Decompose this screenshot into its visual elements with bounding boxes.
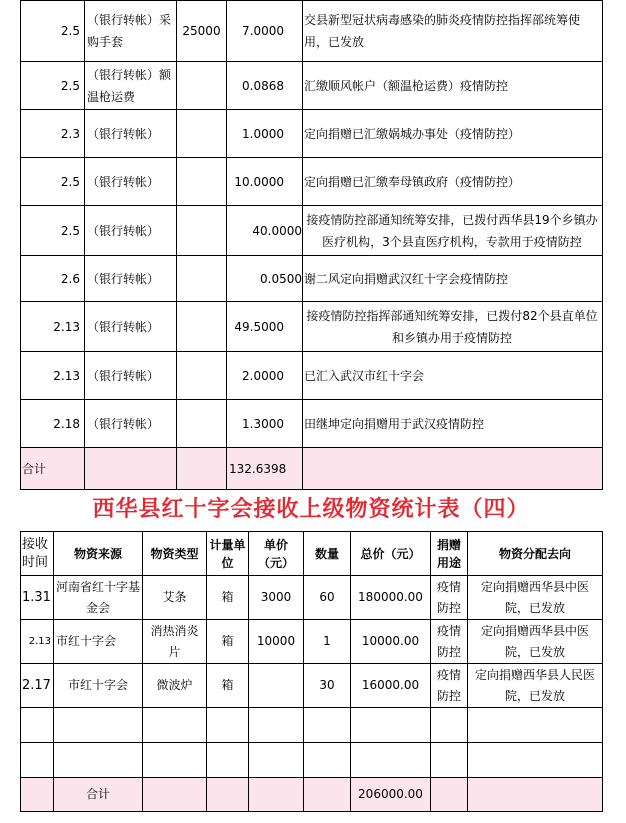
empty-cell xyxy=(303,448,603,490)
unit-cell: 箱 xyxy=(207,576,249,620)
empty-cell xyxy=(85,448,177,490)
source-cell: 河南省红十字基金会 xyxy=(54,576,143,620)
table-row xyxy=(21,400,603,448)
date-cell: 2.5 xyxy=(21,158,85,206)
price-cell: 10000 xyxy=(249,620,304,664)
total-cell: 180000.00 xyxy=(351,576,431,620)
quantity-cell xyxy=(177,302,227,352)
empty-cell xyxy=(143,708,207,743)
header-date: 接收时间 xyxy=(21,532,54,576)
note-cell: 交县新型冠状病毒感染的肺炎疫情防控指挥部统筹使用，已发放 xyxy=(303,1,603,62)
source-cell: （银行转帐） xyxy=(85,400,177,448)
quantity-cell: 25000 xyxy=(177,1,227,62)
quantity-cell xyxy=(177,256,227,302)
total-cell: 10000.00 xyxy=(351,620,431,664)
empty-cell xyxy=(207,708,249,743)
empty-cell xyxy=(21,743,54,778)
amount-cell: 49.5000 xyxy=(227,302,303,352)
table-row xyxy=(21,110,603,158)
empty-cell xyxy=(304,778,351,812)
total-row xyxy=(21,448,603,490)
empty-cell xyxy=(431,743,468,778)
empty-cell xyxy=(54,743,143,778)
date-cell: 2.13 xyxy=(21,302,85,352)
amount-cell: 0.0500 xyxy=(227,256,303,302)
source-cell: （银行转帐） xyxy=(85,256,177,302)
amount-cell: 1.3000 xyxy=(227,400,303,448)
empty-cell xyxy=(143,743,207,778)
source-cell: （银行转帐） xyxy=(85,158,177,206)
total-label: 合计 xyxy=(54,778,143,812)
date-cell: 2.13 xyxy=(21,352,85,400)
note-cell: 接疫情防控部通知统筹安排，已拨付西华县19个乡镇办医疗机构，3个县直医疗机构，专款用于疫情防控 xyxy=(303,206,603,256)
empty-cell xyxy=(431,778,468,812)
empty-cell xyxy=(304,708,351,743)
empty-cell xyxy=(468,778,603,812)
destination-cell: 定向捐赠西华县人民医院，已发放 xyxy=(468,664,603,708)
table-row xyxy=(21,743,603,778)
header-qty: 数量 xyxy=(304,532,351,576)
date-cell: 2.5 xyxy=(21,62,85,110)
quantity-cell xyxy=(177,62,227,110)
total-row xyxy=(21,778,603,812)
source-cell: （银行转帐） xyxy=(85,110,177,158)
note-cell: 接疫情防控指挥部通知统筹安排，已拨付82个县直单位和乡镇办用于疫情防控 xyxy=(303,302,603,352)
date-cell: 1.31 xyxy=(21,576,54,620)
header-row xyxy=(21,532,603,576)
date-cell: 2.5 xyxy=(21,1,85,62)
type-cell: 艾条 xyxy=(143,576,207,620)
empty-cell xyxy=(304,743,351,778)
purpose-cell: 疫情防控 xyxy=(431,664,468,708)
table-row xyxy=(21,302,603,352)
table-row xyxy=(21,62,603,110)
empty-cell xyxy=(468,708,603,743)
amount-cell: 1.0000 xyxy=(227,110,303,158)
empty-cell xyxy=(431,708,468,743)
note-cell: 已汇入武汉市红十字会 xyxy=(303,352,603,400)
amount-cell: 40.0000 xyxy=(227,206,303,256)
destination-cell: 定向捐赠西华县中医院，已发放 xyxy=(468,576,603,620)
date-cell: 2.5 xyxy=(21,206,85,256)
empty-cell xyxy=(54,708,143,743)
date-cell: 2.18 xyxy=(21,400,85,448)
date-cell: 2.17 xyxy=(21,664,54,708)
amount-cell: 7.0000 xyxy=(227,1,303,62)
empty-cell xyxy=(21,778,54,812)
header-type: 物资类型 xyxy=(143,532,207,576)
purpose-cell: 疫情防控 xyxy=(431,576,468,620)
note-cell: 田继坤定向捐赠用于武汉疫情防控 xyxy=(303,400,603,448)
total-amount: 132.6398 xyxy=(227,448,303,490)
type-cell: 消热消炎片 xyxy=(143,620,207,664)
header-price: 单价（元） xyxy=(249,532,304,576)
empty-cell xyxy=(351,708,431,743)
destination-cell: 定向捐赠西华县中医院，已发放 xyxy=(468,620,603,664)
cash-donation-table xyxy=(20,0,603,490)
table-row xyxy=(21,1,603,62)
empty-cell xyxy=(21,708,54,743)
source-cell: （银行转帐）采购手套 xyxy=(85,1,177,62)
date-cell: 2.13 xyxy=(21,620,54,664)
note-cell: 定向捐赠已汇缴奉母镇政府（疫情防控） xyxy=(303,158,603,206)
header-total: 总价（元） xyxy=(351,532,431,576)
note-cell: 汇缴顺风帐户（额温枪运费）疫情防控 xyxy=(303,62,603,110)
table-row xyxy=(21,206,603,256)
source-cell: （银行转帐）额温枪运费 xyxy=(85,62,177,110)
empty-cell xyxy=(249,778,304,812)
empty-cell xyxy=(143,778,207,812)
empty-cell xyxy=(207,743,249,778)
header-destination: 物资分配去向 xyxy=(468,532,603,576)
amount-cell: 10.0000 xyxy=(227,158,303,206)
table-row xyxy=(21,708,603,743)
table-row xyxy=(21,256,603,302)
header-purpose: 捐赠用途 xyxy=(431,532,468,576)
price-cell: 3000 xyxy=(249,576,304,620)
table-row xyxy=(21,664,603,708)
empty-cell xyxy=(468,743,603,778)
empty-cell xyxy=(351,743,431,778)
material-receipt-table xyxy=(20,531,603,812)
table-row xyxy=(21,620,603,664)
type-cell: 微波炉 xyxy=(143,664,207,708)
unit-cell: 箱 xyxy=(207,664,249,708)
total-amount: 206000.00 xyxy=(351,778,431,812)
source-cell: （银行转帐） xyxy=(85,206,177,256)
empty-cell xyxy=(207,778,249,812)
unit-cell: 箱 xyxy=(207,620,249,664)
total-cell: 16000.00 xyxy=(351,664,431,708)
date-cell: 2.3 xyxy=(21,110,85,158)
amount-cell: 2.0000 xyxy=(227,352,303,400)
price-cell xyxy=(249,664,304,708)
source-cell: （银行转帐） xyxy=(85,302,177,352)
quantity-cell xyxy=(177,158,227,206)
table-row xyxy=(21,576,603,620)
empty-cell xyxy=(177,448,227,490)
purpose-cell: 疫情防控 xyxy=(431,620,468,664)
table-row xyxy=(21,352,603,400)
empty-cell xyxy=(249,708,304,743)
source-cell: 市红十字会 xyxy=(54,620,143,664)
date-cell: 2.6 xyxy=(21,256,85,302)
qty-cell: 1 xyxy=(304,620,351,664)
qty-cell: 30 xyxy=(304,664,351,708)
amount-cell: 0.0868 xyxy=(227,62,303,110)
empty-cell xyxy=(249,743,304,778)
note-cell: 谢二风定向捐赠武汉红十字会疫情防控 xyxy=(303,256,603,302)
quantity-cell xyxy=(177,400,227,448)
section-title: 西华县红十字会接收上级物资统计表（四） xyxy=(92,497,530,522)
source-cell: （银行转帐） xyxy=(85,352,177,400)
table-row xyxy=(21,158,603,206)
header-unit: 计量单位 xyxy=(207,532,249,576)
source-cell: 市红十字会 xyxy=(54,664,143,708)
note-cell: 定向捐赠已汇缴娲城办事处（疫情防控） xyxy=(303,110,603,158)
header-source: 物资来源 xyxy=(54,532,143,576)
quantity-cell xyxy=(177,352,227,400)
qty-cell: 60 xyxy=(304,576,351,620)
quantity-cell xyxy=(177,110,227,158)
quantity-cell xyxy=(177,206,227,256)
total-label: 合计 xyxy=(21,448,85,490)
